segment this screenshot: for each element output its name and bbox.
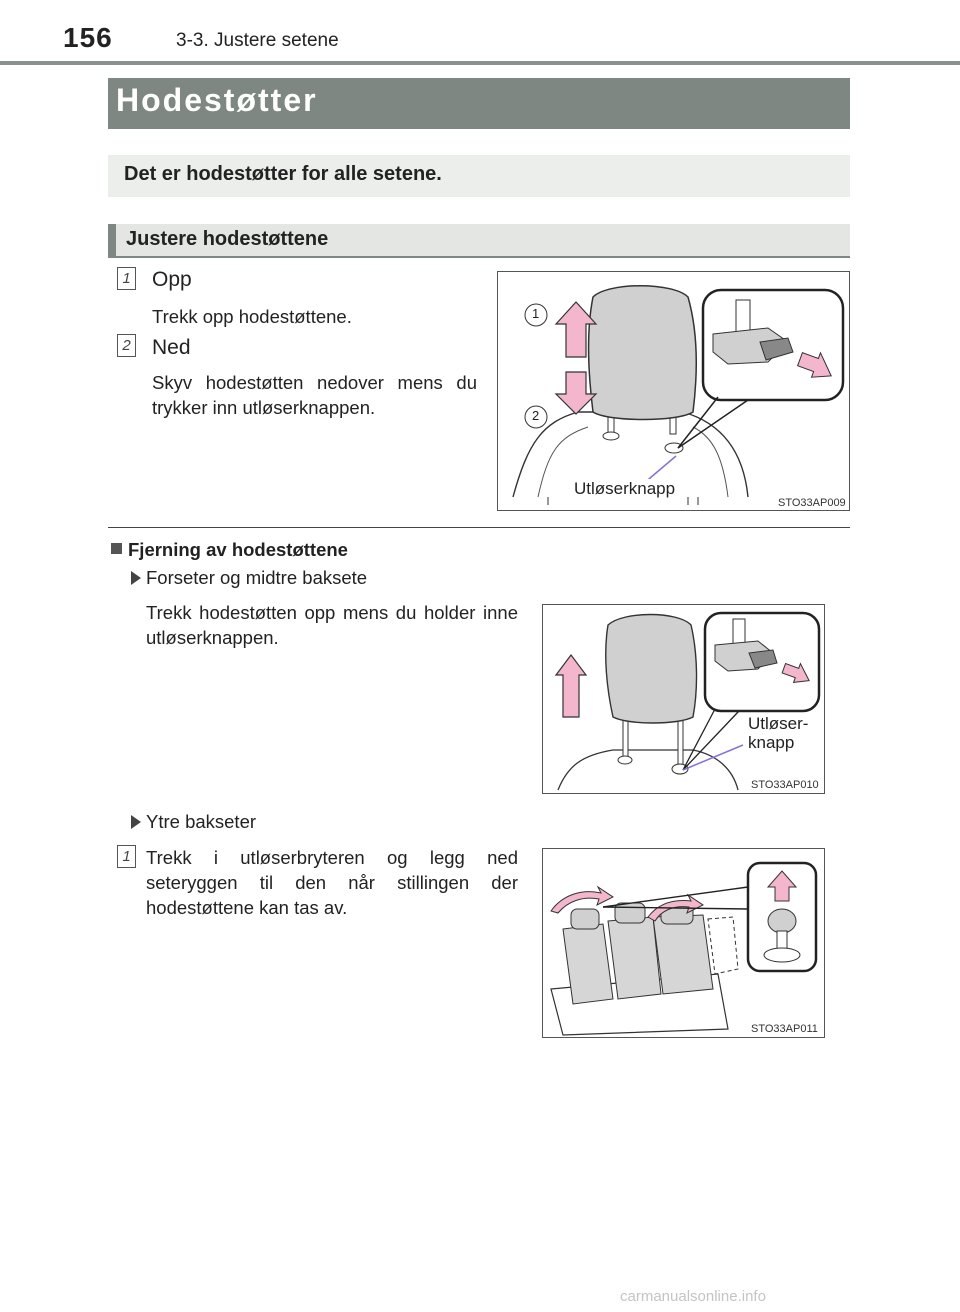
figure-front-removal xyxy=(542,604,825,794)
watermark: carmanualsonline.info xyxy=(620,1288,766,1305)
headrest-adjust-illustration xyxy=(498,272,849,510)
figure-rear-removal xyxy=(542,848,825,1038)
rear-seats-title: Ytre bakseter xyxy=(146,811,257,832)
step-badge-1: 1 xyxy=(117,845,136,868)
figure-headrest-adjust xyxy=(497,271,850,511)
step-title-down: Ned xyxy=(152,336,191,359)
intro-text: Det er hodestøtter for alle setene. xyxy=(124,163,442,185)
page-title: Hodestøtter xyxy=(116,82,318,118)
section-reference: 3-3. Justere setene xyxy=(176,30,339,51)
step-badge-2: 2 xyxy=(117,334,136,357)
step-badge-1: 1 xyxy=(117,267,136,290)
figure-code: STO33AP011 xyxy=(751,1023,818,1035)
subsection-title: Justere hodestøttene xyxy=(126,228,329,250)
front-seats-text: Trekk hodestøtten opp mens du holder inne utløserknappen. xyxy=(146,602,518,648)
removal-heading: Fjerning av hodestøttene xyxy=(128,539,348,560)
front-removal-illustration xyxy=(543,605,824,793)
figure-code: STO33AP009 xyxy=(778,497,846,509)
header-rule xyxy=(0,61,960,65)
figure-code: STO33AP010 xyxy=(751,779,819,791)
step-text-up: Trekk opp hodestøttene. xyxy=(152,306,352,327)
step-text-down: Skyv hodestøtten nedover mens du trykker inn utløserknappen. xyxy=(152,372,477,418)
rear-removal-illustration xyxy=(543,849,824,1037)
page-number: 156 xyxy=(63,22,113,53)
rear-seats-text: Trekk i utløserbryteren og legg ned seteryggen til den når stillingen der hodestøttene kan tas av. xyxy=(146,847,518,918)
triangle-bullet-icon xyxy=(131,571,141,585)
release-button-label-line2: knapp xyxy=(748,733,795,752)
release-button-label: Utløserknapp xyxy=(574,479,676,498)
callout-1: 1 xyxy=(532,306,540,321)
callout-2: 2 xyxy=(532,408,540,423)
release-button-label-line1: Utløser- xyxy=(748,714,809,733)
step-title-up: Opp xyxy=(152,268,192,291)
triangle-bullet-icon xyxy=(131,815,141,829)
front-seats-title: Forseter og midtre baksete xyxy=(146,567,368,588)
section-bullet-icon xyxy=(111,543,122,554)
section-divider xyxy=(108,527,850,528)
